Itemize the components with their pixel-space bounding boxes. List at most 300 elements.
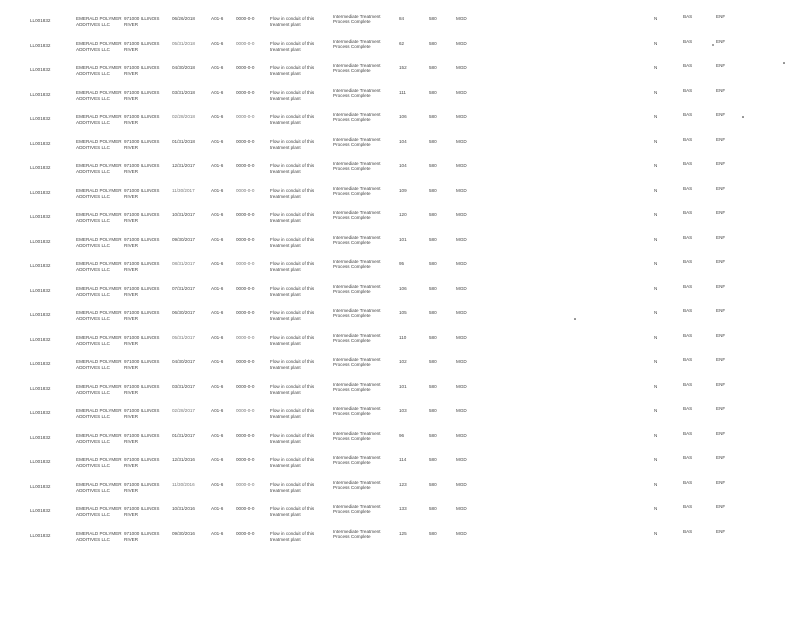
outfall-code: A01-6 (211, 163, 224, 168)
row-id: LL001832 (30, 18, 51, 23)
limit-value: 580 (429, 457, 437, 462)
scan-speck (574, 318, 576, 320)
limit-value: 580 (429, 481, 437, 487)
receiving-water: 971000 ILLINOIS RIVER (124, 138, 160, 150)
treatment-process: Intermediate Treatment Process Complete (333, 528, 381, 539)
monitoring-date: 09/30/2017 (172, 236, 195, 242)
unit-label: MGD (456, 89, 467, 95)
treatment-process: Intermediate Treatment Process Complete (333, 185, 381, 196)
table-row (0, 406, 800, 430)
row-id: LL001832 (30, 410, 51, 415)
table-row (0, 357, 800, 381)
table-row (0, 112, 800, 136)
table-row (0, 308, 800, 332)
parameter-description: Flow in conduit of this treatment plant (270, 236, 315, 248)
table-row (0, 455, 800, 479)
parameter-code: 0000-0-0 (236, 334, 255, 340)
measured-value: 96 (399, 432, 405, 438)
limit-value: 580 (429, 261, 437, 266)
treatment-process: Intermediate Treatment Process Complete (333, 234, 381, 245)
parameter-description: Flow in conduit of this treatment plant (270, 408, 315, 419)
monitoring-date: 05/31/2017 (172, 334, 195, 340)
row-id: LL001832 (30, 263, 51, 268)
table-row (0, 235, 800, 259)
measured-value: 106 (399, 285, 407, 291)
enforcement-code: ENF (716, 38, 726, 44)
limit-value: 580 (429, 16, 437, 21)
measured-value: 103 (399, 408, 407, 413)
receiving-water: 971000 ILLINOIS RIVER (124, 114, 160, 125)
parameter-description: Flow in conduit of this treatment plant (270, 359, 315, 370)
parameter-code: 0000-0-0 (236, 65, 255, 70)
company-name: EMERALD POLYMER ADDITIVES LLC (76, 334, 122, 346)
table-row (0, 480, 800, 504)
parameter-code: 0000-0-0 (236, 285, 255, 291)
status-code: BAS (683, 87, 693, 93)
receiving-water: 971000 ILLINOIS RIVER (124, 163, 160, 174)
unit-label: MGD (456, 163, 467, 168)
enforcement-code: ENF (716, 381, 726, 387)
row-id: LL001832 (30, 287, 51, 293)
treatment-process: Intermediate Treatment Process Complete (333, 430, 381, 441)
limit-value: 580 (429, 359, 437, 364)
receiving-water: 971000 ILLINOIS RIVER (124, 383, 160, 395)
receiving-water: 971000 ILLINOIS RIVER (124, 187, 160, 199)
outfall-code: A01-6 (211, 334, 224, 340)
measured-value: 125 (399, 530, 407, 536)
measured-value: 104 (399, 163, 407, 168)
parameter-code: 0000-0-0 (236, 359, 255, 364)
status-code: BAS (683, 455, 693, 460)
violation-flag: N (654, 261, 658, 266)
limit-value: 580 (429, 163, 437, 168)
limit-value: 580 (429, 310, 437, 315)
company-name: EMERALD POLYMER ADDITIVES LLC (76, 65, 122, 76)
parameter-description: Flow in conduit of this treatment plant (270, 89, 315, 101)
receiving-water: 971000 ILLINOIS RIVER (124, 432, 160, 444)
row-id: LL001832 (30, 459, 51, 464)
measured-value: 114 (399, 457, 407, 462)
unit-label: MGD (456, 65, 467, 70)
monitoring-date: 01/31/2018 (172, 138, 195, 144)
outfall-code: A01-6 (211, 187, 224, 193)
row-id: LL001832 (30, 361, 51, 366)
monitoring-date: 02/28/2017 (172, 408, 195, 413)
unit-label: MGD (456, 334, 467, 340)
outfall-code: A01-6 (211, 432, 224, 438)
measured-value: 102 (399, 359, 407, 364)
status-code: BAS (683, 406, 693, 411)
enforcement-code: ENF (716, 185, 726, 191)
parameter-code: 0000-0-0 (236, 40, 255, 46)
scan-speck (742, 116, 744, 118)
treatment-process: Intermediate Treatment Process Complete (333, 63, 381, 74)
row-id: LL001832 (30, 434, 51, 440)
outfall-code: A01-6 (211, 89, 224, 95)
limit-value: 580 (429, 506, 437, 511)
limit-value: 580 (429, 187, 437, 193)
violation-flag: N (654, 138, 658, 144)
row-id: LL001832 (30, 140, 51, 146)
monitoring-date: 11/30/2017 (172, 187, 195, 193)
parameter-code: 0000-0-0 (236, 163, 255, 168)
parameter-code: 0000-0-0 (236, 236, 255, 242)
row-id: LL001832 (30, 483, 51, 489)
measured-value: 133 (399, 506, 407, 511)
monitoring-date: 12/31/2016 (172, 457, 195, 462)
receiving-water: 971000 ILLINOIS RIVER (124, 89, 160, 101)
measured-value: 110 (399, 334, 407, 340)
table-row (0, 186, 800, 210)
measured-value: 152 (399, 65, 407, 70)
limit-value: 580 (429, 383, 437, 389)
violation-flag: N (654, 530, 658, 536)
receiving-water: 971000 ILLINOIS RIVER (124, 408, 160, 419)
unit-label: MGD (456, 432, 467, 438)
outfall-code: A01-6 (211, 114, 224, 119)
monitoring-date: 10/31/2016 (172, 506, 195, 511)
enforcement-code: ENF (716, 210, 726, 215)
limit-value: 580 (429, 236, 437, 242)
violation-flag: N (654, 40, 658, 46)
row-id: LL001832 (30, 238, 51, 244)
violation-flag: N (654, 114, 658, 119)
row-id: LL001832 (30, 508, 51, 513)
parameter-description: Flow in conduit of this treatment plant (270, 261, 315, 272)
limit-value: 580 (429, 40, 437, 46)
unit-label: MGD (456, 506, 467, 511)
company-name: EMERALD POLYMER ADDITIVES LLC (76, 138, 122, 150)
company-name: EMERALD POLYMER ADDITIVES LLC (76, 432, 122, 444)
treatment-process: Intermediate Treatment Process Complete (333, 112, 381, 123)
enforcement-code: ENF (716, 112, 726, 117)
measured-value: 95 (399, 261, 405, 266)
limit-value: 580 (429, 408, 437, 413)
unit-label: MGD (456, 138, 467, 144)
unit-label: MGD (456, 457, 467, 462)
enforcement-code: ENF (716, 479, 726, 485)
table-row (0, 284, 800, 308)
receiving-water: 971000 ILLINOIS RIVER (124, 40, 160, 52)
company-name: EMERALD POLYMER ADDITIVES LLC (76, 359, 122, 370)
company-name: EMERALD POLYMER ADDITIVES LLC (76, 261, 122, 272)
treatment-process: Intermediate Treatment Process Complete (333, 308, 381, 319)
measured-value: 101 (399, 383, 407, 389)
table-row (0, 161, 800, 185)
measured-value: 111 (399, 89, 406, 95)
status-code: BAS (683, 210, 693, 215)
company-name: EMERALD POLYMER ADDITIVES LLC (76, 530, 122, 542)
status-code: BAS (683, 14, 693, 19)
receiving-water: 971000 ILLINOIS RIVER (124, 261, 160, 272)
treatment-process: Intermediate Treatment Process Complete (333, 38, 381, 49)
violation-flag: N (654, 212, 658, 217)
status-code: BAS (683, 259, 693, 264)
enforcement-code: ENF (716, 455, 726, 460)
unit-label: MGD (456, 530, 467, 536)
violation-flag: N (654, 334, 658, 340)
parameter-description: Flow in conduit of this treatment plant (270, 138, 315, 150)
violation-flag: N (654, 187, 658, 193)
violation-flag: N (654, 457, 658, 462)
company-name: EMERALD POLYMER ADDITIVES LLC (76, 114, 122, 125)
treatment-process: Intermediate Treatment Process Complete (333, 455, 381, 466)
outfall-code: A01-6 (211, 65, 224, 70)
status-code: BAS (683, 528, 693, 534)
monitoring-date: 09/30/2016 (172, 530, 195, 536)
receiving-water: 971000 ILLINOIS RIVER (124, 285, 160, 297)
parameter-description: Flow in conduit of this treatment plant (270, 65, 315, 76)
parameter-code: 0000-0-0 (236, 383, 255, 389)
outfall-code: A01-6 (211, 236, 224, 242)
unit-label: MGD (456, 114, 467, 119)
unit-label: MGD (456, 408, 467, 413)
status-code: BAS (683, 185, 693, 191)
unit-label: MGD (456, 261, 467, 266)
measured-value: 104 (399, 138, 407, 144)
receiving-water: 971000 ILLINOIS RIVER (124, 506, 160, 517)
company-name: EMERALD POLYMER ADDITIVES LLC (76, 408, 122, 419)
limit-value: 580 (429, 334, 437, 340)
outfall-code: A01-6 (211, 285, 224, 291)
company-name: EMERALD POLYMER ADDITIVES LLC (76, 310, 122, 321)
measured-value: 109 (399, 187, 407, 193)
enforcement-code: ENF (716, 357, 726, 362)
parameter-code: 0000-0-0 (236, 506, 255, 511)
parameter-code: 0000-0-0 (236, 16, 255, 21)
parameter-code: 0000-0-0 (236, 457, 255, 462)
table-row (0, 210, 800, 234)
monitoring-date: 01/31/2017 (172, 432, 195, 438)
enforcement-code: ENF (716, 14, 726, 19)
violation-flag: N (654, 408, 658, 413)
treatment-process: Intermediate Treatment Process Complete (333, 504, 381, 515)
table-row (0, 529, 800, 553)
unit-label: MGD (456, 187, 467, 193)
parameter-description: Flow in conduit of this treatment plant (270, 457, 315, 468)
table-row (0, 39, 800, 63)
company-name: EMERALD POLYMER ADDITIVES LLC (76, 163, 122, 174)
status-code: BAS (683, 308, 693, 313)
unit-label: MGD (456, 383, 467, 389)
company-name: EMERALD POLYMER ADDITIVES LLC (76, 16, 122, 27)
unit-label: MGD (456, 16, 467, 21)
parameter-description: Flow in conduit of this treatment plant (270, 481, 315, 493)
parameter-description: Flow in conduit of this treatment plant (270, 334, 315, 346)
parameter-description: Flow in conduit of this treatment plant (270, 187, 315, 199)
row-id: LL001832 (30, 214, 51, 219)
status-code: BAS (683, 136, 693, 142)
unit-label: MGD (456, 285, 467, 291)
parameter-description: Flow in conduit of this treatment plant (270, 40, 315, 52)
parameter-code: 0000-0-0 (236, 408, 255, 413)
treatment-process: Intermediate Treatment Process Complete (333, 381, 381, 392)
measured-value: 120 (399, 212, 407, 217)
treatment-process: Intermediate Treatment Process Complete (333, 357, 381, 368)
parameter-description: Flow in conduit of this treatment plant (270, 432, 315, 444)
parameter-description: Flow in conduit of this treatment plant (270, 506, 315, 517)
treatment-process: Intermediate Treatment Process Complete (333, 136, 381, 147)
outfall-code: A01-6 (211, 261, 224, 266)
parameter-description: Flow in conduit of this treatment plant (270, 285, 315, 297)
outfall-code: A01-6 (211, 40, 224, 46)
enforcement-code: ENF (716, 528, 726, 534)
outfall-code: A01-6 (211, 457, 224, 462)
parameter-code: 0000-0-0 (236, 261, 255, 266)
receiving-water: 971000 ILLINOIS RIVER (124, 236, 160, 248)
status-code: BAS (683, 283, 693, 289)
parameter-code: 0000-0-0 (236, 138, 255, 144)
treatment-process: Intermediate Treatment Process Complete (333, 14, 381, 25)
limit-value: 580 (429, 65, 437, 70)
parameter-code: 0000-0-0 (236, 481, 255, 487)
outfall-code: A01-6 (211, 481, 224, 487)
limit-value: 580 (429, 285, 437, 291)
limit-value: 580 (429, 530, 437, 536)
violation-flag: N (654, 89, 658, 95)
status-code: BAS (683, 234, 693, 240)
violation-flag: N (654, 236, 658, 242)
monitoring-date: 06/30/2017 (172, 310, 195, 315)
receiving-water: 971000 ILLINOIS RIVER (124, 457, 160, 468)
treatment-process: Intermediate Treatment Process Complete (333, 283, 381, 294)
receiving-water: 971000 ILLINOIS RIVER (124, 359, 160, 370)
table-row (0, 431, 800, 455)
parameter-description: Flow in conduit of this treatment plant (270, 383, 315, 395)
table-row (0, 88, 800, 112)
table-row (0, 382, 800, 406)
unit-label: MGD (456, 359, 467, 364)
enforcement-code: ENF (716, 259, 726, 264)
monitoring-date: 04/30/2017 (172, 359, 195, 364)
company-name: EMERALD POLYMER ADDITIVES LLC (76, 457, 122, 468)
monitoring-date: 10/31/2017 (172, 212, 195, 217)
limit-value: 580 (429, 212, 437, 217)
monitoring-date: 12/31/2017 (172, 163, 195, 168)
parameter-code: 0000-0-0 (236, 310, 255, 315)
table-row (0, 63, 800, 87)
row-id: LL001832 (30, 165, 51, 170)
parameter-description: Flow in conduit of this treatment plant (270, 16, 315, 27)
status-code: BAS (683, 430, 693, 436)
unit-label: MGD (456, 481, 467, 487)
monitoring-date: 02/28/2018 (172, 114, 195, 119)
measured-value: 84 (399, 16, 405, 21)
receiving-water: 971000 ILLINOIS RIVER (124, 65, 160, 76)
violation-flag: N (654, 383, 658, 389)
enforcement-code: ENF (716, 430, 726, 436)
receiving-water: 971000 ILLINOIS RIVER (124, 16, 160, 27)
monitoring-date: 05/31/2018 (172, 40, 195, 46)
status-code: BAS (683, 161, 693, 166)
row-id: LL001832 (30, 189, 51, 195)
outfall-code: A01-6 (211, 359, 224, 364)
company-name: EMERALD POLYMER ADDITIVES LLC (76, 383, 122, 395)
unit-label: MGD (456, 40, 467, 46)
monitoring-date: 03/31/2018 (172, 89, 195, 95)
monitoring-date: 06/26/2018 (172, 16, 195, 21)
outfall-code: A01-6 (211, 408, 224, 413)
monitoring-date: 07/31/2017 (172, 285, 195, 291)
status-code: BAS (683, 38, 693, 44)
treatment-process: Intermediate Treatment Process Complete (333, 406, 381, 417)
treatment-process: Intermediate Treatment Process Complete (333, 210, 381, 221)
violation-flag: N (654, 359, 658, 364)
table-row (0, 259, 800, 283)
treatment-process: Intermediate Treatment Process Complete (333, 161, 381, 172)
parameter-code: 0000-0-0 (236, 530, 255, 536)
enforcement-code: ENF (716, 406, 726, 411)
table-row (0, 137, 800, 161)
enforcement-code: ENF (716, 63, 726, 68)
row-id: LL001832 (30, 116, 51, 121)
violation-flag: N (654, 481, 658, 487)
company-name: EMERALD POLYMER ADDITIVES LLC (76, 236, 122, 248)
status-code: BAS (683, 112, 693, 117)
outfall-code: A01-6 (211, 138, 224, 144)
enforcement-code: ENF (716, 136, 726, 142)
receiving-water: 971000 ILLINOIS RIVER (124, 310, 160, 321)
measured-value: 105 (399, 310, 407, 315)
violation-flag: N (654, 310, 658, 315)
outfall-code: A01-6 (211, 383, 224, 389)
parameter-description: Flow in conduit of this treatment plant (270, 212, 315, 223)
monitoring-date: 08/31/2017 (172, 261, 195, 266)
treatment-process: Intermediate Treatment Process Complete (333, 87, 381, 98)
receiving-water: 971000 ILLINOIS RIVER (124, 334, 160, 346)
receiving-water: 971000 ILLINOIS RIVER (124, 530, 160, 542)
row-id: LL001832 (30, 42, 51, 48)
outfall-code: A01-6 (211, 16, 224, 21)
unit-label: MGD (456, 212, 467, 217)
violation-flag: N (654, 16, 658, 21)
scan-speck (783, 62, 785, 64)
row-id: LL001832 (30, 67, 51, 72)
outfall-code: A01-6 (211, 310, 224, 315)
enforcement-code: ENF (716, 504, 726, 509)
violation-flag: N (654, 163, 658, 168)
parameter-description: Flow in conduit of this treatment plant (270, 530, 315, 542)
parameter-description: Flow in conduit of this treatment plant (270, 114, 315, 125)
monitoring-date: 03/31/2017 (172, 383, 195, 389)
company-name: EMERALD POLYMER ADDITIVES LLC (76, 89, 122, 101)
row-id: LL001832 (30, 91, 51, 97)
row-id: LL001832 (30, 532, 51, 538)
status-code: BAS (683, 332, 693, 338)
outfall-code: A01-6 (211, 212, 224, 217)
measured-value: 62 (399, 40, 405, 46)
outfall-code: A01-6 (211, 506, 224, 511)
measured-value: 123 (399, 481, 407, 487)
violation-flag: N (654, 285, 658, 291)
violation-flag: N (654, 506, 658, 511)
measured-value: 106 (399, 114, 407, 119)
parameter-code: 0000-0-0 (236, 187, 255, 193)
company-name: EMERALD POLYMER ADDITIVES LLC (76, 481, 122, 493)
unit-label: MGD (456, 310, 467, 315)
status-code: BAS (683, 479, 693, 485)
limit-value: 580 (429, 138, 437, 144)
receiving-water: 971000 ILLINOIS RIVER (124, 212, 160, 223)
monitoring-date: 04/30/2018 (172, 65, 195, 70)
parameter-code: 0000-0-0 (236, 432, 255, 438)
receiving-water: 971000 ILLINOIS RIVER (124, 481, 160, 493)
parameter-code: 0000-0-0 (236, 212, 255, 217)
table-row (0, 504, 800, 528)
violation-flag: N (654, 65, 658, 70)
company-name: EMERALD POLYMER ADDITIVES LLC (76, 285, 122, 297)
status-code: BAS (683, 357, 693, 362)
